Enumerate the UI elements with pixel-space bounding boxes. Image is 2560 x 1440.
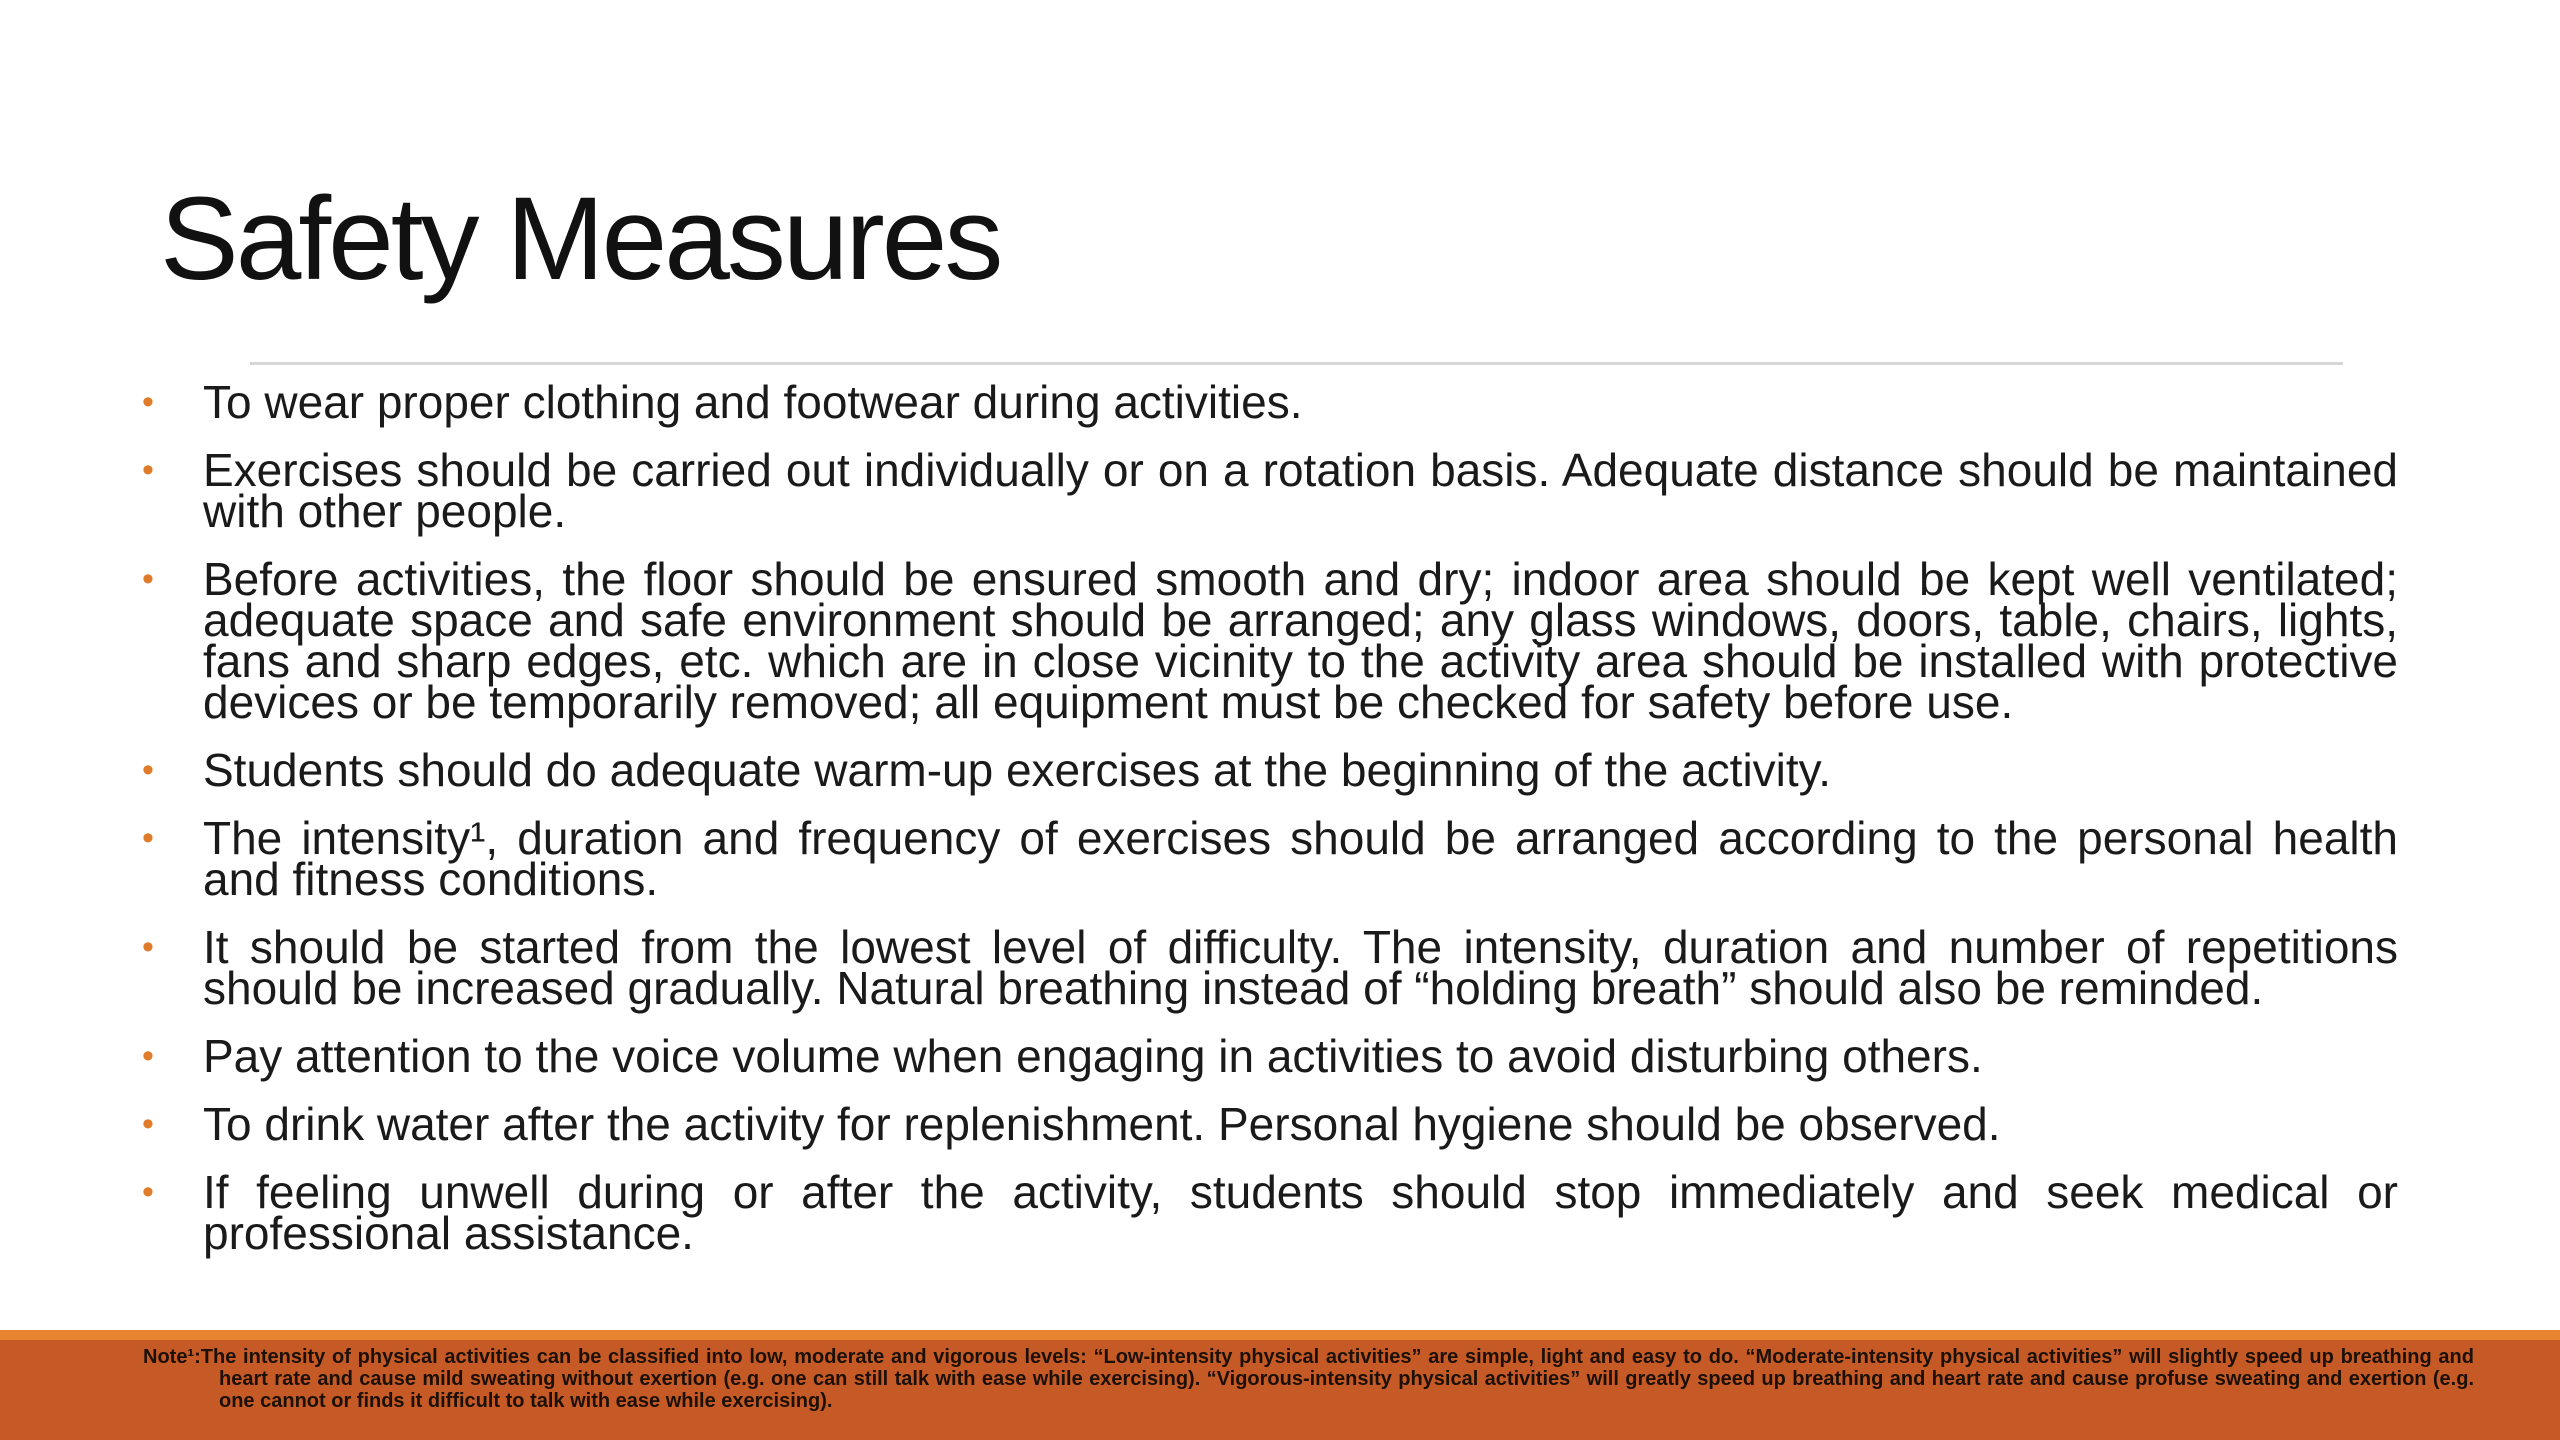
- footer-accent-bar: [0, 1330, 2560, 1340]
- bullet-list: [135, 376, 2398, 1281]
- bullet-item-8: [135, 1098, 2398, 1150]
- bullet-icon: •: [142, 1105, 154, 1143]
- bullet-item-4: [135, 744, 2398, 796]
- slide-title: Safety Measures: [160, 173, 1001, 305]
- bullet-text: Students should do adequate warm-up exercises at the beginning of the activity.: [203, 744, 1832, 796]
- bullet-icon: •: [142, 560, 154, 598]
- bullet-item-5: [135, 812, 2398, 905]
- bullet-item-7: [135, 1030, 2398, 1082]
- bullet-item-2: [135, 444, 2398, 537]
- bullet-text: The intensity¹, duration and frequency of exercises should be arranged according to the personal health and fitness conditions.: [203, 812, 2398, 905]
- bullet-icon: •: [142, 751, 154, 789]
- footnote-text: The intensity of physical activities can be classified into low, moderate and vigorous levels: “Low-intensity physical activities” are simple, light and easy to do. “Moderate-intensity physical activities” will slightly speed up breathing and heart rate and cause mild sweating without exertion (e.g. one can still talk with ease while exercising). “Vigorous-intensity physical activities” will greatly speed up breathing and heart rate and cause profuse sweating and exertion (e.g. one cannot or finds it difficult to talk with ease while exercising).: [200, 1346, 2474, 1412]
- bullet-text: Pay attention to the voice volume when engaging in activities to avoid disturbing others.: [203, 1030, 1983, 1082]
- bullet-text: It should be started from the lowest level of difficulty. The intensity, duration and number of repetitions should be increased gradually. Natural breathing instead of “holding breath” should also be reminded.: [203, 921, 2398, 1014]
- bullet-item-6: [135, 921, 2398, 1014]
- title-divider: [250, 362, 2343, 365]
- bullet-text: Before activities, the floor should be ensured smooth and dry; indoor area should be kept well ventilated; adequate space and safe environment should be arranged; any glass windows, doors, table, chairs, lights, fans and sharp edges, etc. which are in close vicinity to the activity area should be installed with protective devices or be temporarily removed; all equipment must be checked for safety before use.: [203, 553, 2398, 728]
- bullet-icon: •: [142, 1037, 154, 1075]
- footnote: [143, 1346, 2474, 1412]
- bullet-icon: •: [142, 451, 154, 489]
- bullet-text: Exercises should be carried out individually or on a rotation basis. Adequate distance should be maintained with other people.: [203, 444, 2398, 537]
- bullet-icon: •: [142, 819, 154, 857]
- bullet-item-1: [135, 376, 2398, 428]
- bullet-text: To wear proper clothing and footwear during activities.: [203, 376, 1303, 428]
- bullet-icon: •: [142, 928, 154, 966]
- bullet-item-9: [135, 1166, 2398, 1259]
- bullet-icon: •: [142, 1173, 154, 1211]
- footnote-label: Note¹:: [143, 1346, 201, 1368]
- bullet-icon: •: [142, 383, 154, 421]
- bullet-text: To drink water after the activity for replenishment. Personal hygiene should be observed.: [203, 1098, 2001, 1150]
- bullet-text: If feeling unwell during or after the activity, students should stop immediately and seek medical or professional assistance.: [203, 1166, 2398, 1259]
- bullet-item-3: [135, 553, 2398, 728]
